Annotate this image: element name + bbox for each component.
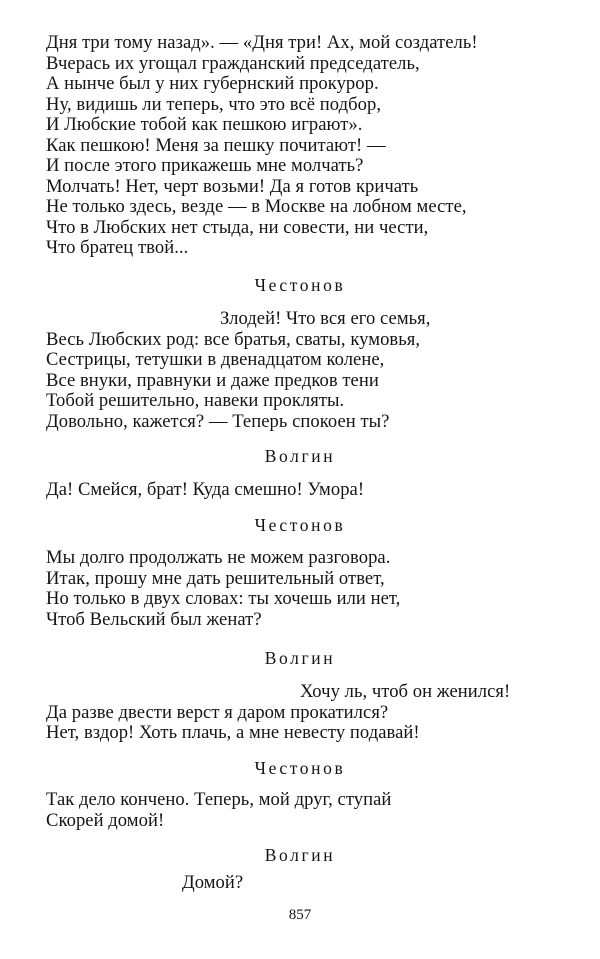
verse-line: А нынче был у них губернский прокурор. xyxy=(46,73,379,94)
verse-line: И Любские тобой как пешкою играют». xyxy=(46,114,363,135)
speaker-name: Честонов xyxy=(254,515,346,535)
speaker-name: Волгин xyxy=(264,446,336,466)
verse-line: Чтоб Вельский был женат? xyxy=(46,608,262,630)
speaker-name: Честонов xyxy=(254,758,346,778)
verse-line: Довольно, кажется? — Теперь спокоен ты? xyxy=(46,410,390,432)
verse-line: Так дело кончено. Теперь, мой друг, ступай xyxy=(46,789,392,810)
verse-line: Домой? xyxy=(182,872,244,893)
speaker-name: Волгин xyxy=(264,845,336,865)
verse-line: Хочу ль, чтоб он женился! xyxy=(300,681,511,702)
verse-line: Тобой решительно, навеки прокляты. xyxy=(46,390,345,411)
verse-line: Ну, видишь ли теперь, что это всё подбор, xyxy=(46,93,382,115)
verse-line: Нет, вздор! Хоть плачь, а мне невесту подавай! xyxy=(46,722,420,743)
verse-line: Но только в двух словах: ты хочешь или нет, xyxy=(46,588,401,609)
verse-line: Дня три тому назад». — «Дня три! Ах, мой создатель! xyxy=(46,32,478,53)
page-number: 857 xyxy=(288,907,312,923)
verse-line: Да разве двести верст я даром прокатился? xyxy=(46,701,389,723)
verse-line: Сестрицы, тетушки в двенадцатом колене, xyxy=(46,349,385,370)
verse-line: Злодей! Что вся его семья, xyxy=(220,308,431,329)
verse-block xyxy=(46,548,566,630)
verse-line: Все внуки, правнуки и даже предков тени xyxy=(46,369,379,391)
verse-line: Скорей домой! xyxy=(46,809,165,831)
verse-block xyxy=(46,873,566,894)
verse-block xyxy=(46,309,566,432)
speaker-name: Волгин xyxy=(264,648,336,668)
verse-line: Как пешкою! Меня за пешку почитают! — xyxy=(46,134,386,156)
verse-block xyxy=(46,790,566,831)
speaker-name: Честонов xyxy=(254,275,346,295)
verse-line: И после этого прикажешь мне молчать? xyxy=(46,155,364,176)
verse-block xyxy=(46,480,566,501)
verse-line: Не только здесь, везде — в Москве на лобном месте, xyxy=(46,196,467,217)
verse-line: Молчать! Нет, черт возьми! Да я готов кричать xyxy=(46,175,419,197)
verse-line: Итак, прошу мне дать решительный ответ, xyxy=(46,567,385,589)
verse-line: Мы долго продолжать не можем разговора. xyxy=(46,547,391,568)
verse-line: Вчерась их угощал гражданский председатель, xyxy=(46,52,420,74)
verse-line: Что братец твой... xyxy=(46,237,189,258)
verse-block xyxy=(46,682,566,744)
verse-line: Да! Смейся, брат! Куда смешно! Умора! xyxy=(46,479,365,500)
verse-line: Весь Любских род: все братья, сваты, кумовья, xyxy=(46,328,421,350)
verse-block xyxy=(46,33,566,259)
verse-line: Что в Любских нет стыда, ни совести, ни чести, xyxy=(46,216,429,238)
